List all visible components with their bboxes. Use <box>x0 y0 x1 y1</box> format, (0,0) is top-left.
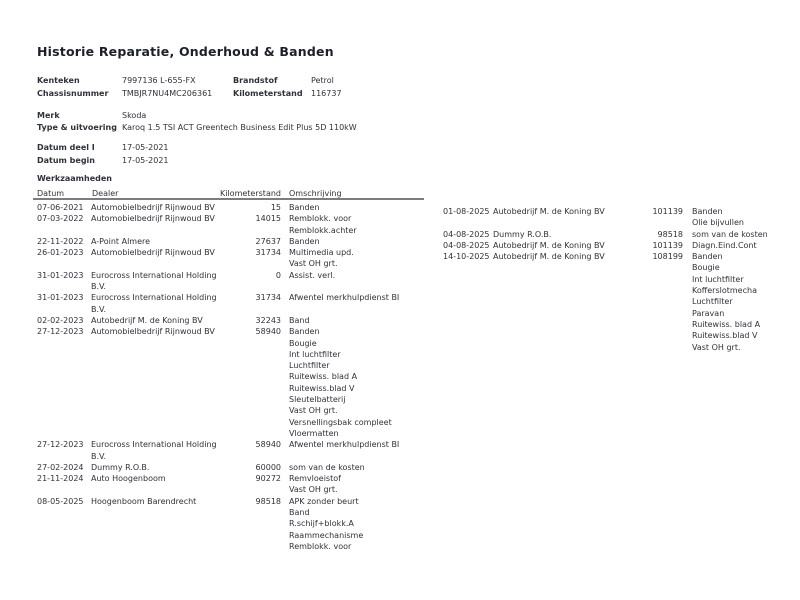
work-row-description-line: Int luchtfilter <box>289 349 341 359</box>
work-row-dealer: Eurocross International Holding B.V. <box>91 270 217 292</box>
work-row-date: 27-12-2023 <box>37 327 84 337</box>
work-row-kilometerstand: 98518 <box>255 496 281 506</box>
work-row-dealer: Autobedrijf M. de Koning BV <box>493 207 605 216</box>
work-row-dealer: Automobielbedrijf Rijnwoud BV <box>91 214 215 224</box>
info-label-merk: Merk <box>37 111 60 120</box>
info-value-chassisnummer: TMBJR7NU4MC206361 <box>122 89 213 98</box>
work-row-kilometerstand: 31734 <box>255 293 281 303</box>
work-row-dealer: Autobedrijf M. de Koning BV <box>91 315 203 325</box>
work-row-description-line: Luchtfilter <box>289 361 330 371</box>
work-row <box>33 213 424 236</box>
column-header-kilometerstand: Kilometerstand <box>219 189 281 198</box>
work-row-dealer: Automobielbedrijf Rijnwoud BV <box>91 248 215 258</box>
work-row-kilometerstand: 58940 <box>255 327 281 337</box>
column-header-datum: Datum <box>37 189 65 198</box>
work-row-date: 27-02-2024 <box>37 462 84 472</box>
work-row-description-line: Kofferslotmecha <box>692 286 757 296</box>
info-value-merk: Skoda <box>122 111 147 120</box>
work-row-date: 07-03-2022 <box>37 214 84 224</box>
work-row <box>33 270 424 293</box>
work-row-description-line: Vast OH grt. <box>289 259 338 269</box>
work-row <box>439 240 757 251</box>
work-row <box>33 439 424 462</box>
work-row-descriptions <box>281 326 424 439</box>
work-row-description-line: Ruitewiss. blad A <box>692 319 761 329</box>
work-row <box>33 247 424 270</box>
column-header-omschrijving: Omschrijving <box>289 189 342 198</box>
work-row-date: 01-08-2025 <box>443 207 490 216</box>
work-row-dealer: Autobedrijf M. de Koning BV <box>493 240 605 250</box>
work-row-description-line: Band <box>289 315 310 325</box>
info-value-kilometerstand: 116737 <box>311 89 342 98</box>
work-row-description-line: Banden <box>289 203 320 212</box>
work-row-description-line: Bougie <box>289 338 317 348</box>
info-value-brandstof: Petrol <box>311 76 334 85</box>
work-row-description-line: Banden <box>289 327 320 337</box>
work-row-description-line: Luchtfilter <box>692 297 733 307</box>
work-row-date: 27-12-2023 <box>37 440 84 450</box>
work-row-description-line: som van de kosten <box>289 462 365 472</box>
work-row-description-line: Raammechanisme <box>289 530 364 540</box>
work-row-dealer: Hoogenboom Barendrecht <box>91 496 197 506</box>
work-row-kilometerstand: 15 <box>270 203 281 212</box>
work-row-description-line: Ruitewiss. blad A <box>289 372 358 382</box>
work-row-date: 14-10-2025 <box>443 252 490 262</box>
work-row <box>33 236 424 247</box>
work-row-descriptions <box>281 462 424 473</box>
work-row-date: 07-06-2021 <box>37 203 84 212</box>
work-row-date: 31-01-2023 <box>37 270 84 280</box>
work-row-dealer: Autobedrijf M. de Koning BV <box>493 252 605 262</box>
work-row-descriptions <box>281 270 424 281</box>
work-row-description-line: Versnellingsbak compleet <box>289 417 392 427</box>
work-row <box>33 326 424 439</box>
info-value-datum-deel-1: 17-05-2021 <box>122 143 169 152</box>
work-row-descriptions <box>281 496 424 552</box>
work-row-description-line: Multimedia upd. <box>289 248 354 258</box>
work-row-kilometerstand: 101139 <box>652 240 683 250</box>
work-row-description-line: Remblokk. voor <box>289 214 352 224</box>
info-label-kilometerstand: Kilometerstand <box>233 89 303 98</box>
work-row-descriptions <box>281 439 424 450</box>
work-row-kilometerstand: 14015 <box>255 214 281 224</box>
info-label-datum-deel-1: Datum deel I <box>37 143 95 152</box>
work-row-dealer: Automobielbedrijf Rijnwoud BV <box>91 203 215 212</box>
work-row-description-line: Ruitewiss.blad V <box>289 383 355 393</box>
work-row-date: 22-11-2022 <box>37 236 84 246</box>
work-row-descriptions <box>281 473 424 496</box>
work-table-right-column <box>439 206 768 353</box>
work-row <box>439 251 761 353</box>
work-row-kilometerstand: 27637 <box>255 236 281 246</box>
work-row <box>439 229 768 240</box>
work-row-dealer: Auto Hoogenboom <box>91 474 166 484</box>
work-row-descriptions <box>281 247 424 270</box>
work-row-description-line: APK zonder beurt <box>289 496 359 506</box>
work-row-description-line: Remvloeistof <box>289 474 341 484</box>
work-row <box>33 292 424 315</box>
work-row-date: 04-08-2025 <box>443 229 490 239</box>
work-row-dealer: Automobielbedrijf Rijnwoud BV <box>91 327 215 337</box>
work-row-descriptions <box>281 213 424 236</box>
work-row <box>33 496 424 552</box>
work-row-descriptions <box>683 206 800 229</box>
work-row-date: 31-01-2023 <box>37 293 84 303</box>
work-row-descriptions <box>683 229 800 240</box>
work-table-left-column <box>33 202 424 552</box>
work-row-description-line: Banden <box>289 236 320 246</box>
work-row-description-line: som van de kosten <box>692 229 768 239</box>
work-row-description-line: Vast OH grt. <box>289 406 338 416</box>
work-row-kilometerstand: 90272 <box>255 474 281 484</box>
work-row-description-line: Band <box>289 508 310 518</box>
info-label-chassisnummer: Chassisnummer <box>37 89 109 98</box>
work-row-date: 21-11-2024 <box>37 474 84 484</box>
work-row-description-line: R.schijf+blokk.A <box>289 519 354 529</box>
work-row-description-line: Int luchtfilter <box>692 274 744 284</box>
work-row-dealer: Eurocross International Holding B.V. <box>91 440 217 461</box>
work-row-description-line: Vloermatten <box>289 428 339 438</box>
work-row-descriptions <box>683 251 800 353</box>
info-value-datum-begin: 17-05-2021 <box>122 156 169 165</box>
work-row-descriptions <box>281 292 424 303</box>
work-row-description-line: Diagn.Eind.Cont <box>692 240 757 250</box>
work-row-description-line: Vast OH grt. <box>289 485 338 495</box>
work-row-dealer: Dummy R.O.B. <box>91 462 150 472</box>
info-label-brandstof: Brandstof <box>233 76 278 85</box>
work-row-description-line: Olie bijvullen <box>692 218 744 228</box>
work-row-description-line: Afwentel merkhulpdienst BI <box>289 440 400 450</box>
work-row-description-line: Banden <box>692 252 723 262</box>
info-label-datum-begin: Datum begin <box>37 156 95 165</box>
column-header-dealer: Dealer <box>92 189 119 198</box>
work-row-description-line: Remblokk. voor <box>289 541 352 551</box>
work-row-kilometerstand: 32243 <box>255 315 281 325</box>
work-row-description-line: Sleutelbatterij <box>289 395 346 405</box>
work-row-description-line: Ruitewiss.blad V <box>692 331 758 341</box>
section-title-werkzaamheden: Werkzaamheden <box>37 174 112 183</box>
work-row-date: 08-05-2025 <box>37 496 84 506</box>
work-row <box>33 462 424 473</box>
info-label-kenteken: Kenteken <box>37 76 80 85</box>
work-row-descriptions <box>281 202 424 213</box>
work-row-date: 02-02-2023 <box>37 315 84 325</box>
info-value-type-uitvoering: Karoq 1.5 TSI ACT Greentech Business Edit Plus 5D 110kW <box>122 123 357 132</box>
work-row <box>33 315 424 326</box>
work-row-description-line: Afwentel merkhulpdienst BI <box>289 293 400 303</box>
work-row-description-line: Bougie <box>692 263 720 273</box>
work-row-kilometerstand: 0 <box>275 270 281 280</box>
work-row-dealer: Eurocross International Holding B.V. <box>91 293 217 314</box>
work-row <box>33 202 424 213</box>
work-row <box>33 473 424 496</box>
table-header-divider <box>33 198 424 200</box>
info-label-type-uitvoering: Type & uitvoering <box>37 123 117 132</box>
work-row-description-line: Assist. verl. <box>289 270 336 280</box>
work-row-dealer: Dummy R.O.B. <box>493 229 552 239</box>
work-row-kilometerstand: 60000 <box>255 462 281 472</box>
work-row-date: 26-01-2023 <box>37 248 84 258</box>
work-row-kilometerstand: 108199 <box>652 252 683 262</box>
work-row-kilometerstand: 58940 <box>255 440 281 450</box>
work-row-descriptions <box>683 240 800 251</box>
page-title: Historie Reparatie, Onderhoud & Banden <box>37 44 334 59</box>
work-row-kilometerstand: 98518 <box>657 229 683 239</box>
work-row <box>439 206 744 229</box>
work-row-kilometerstand: 31734 <box>255 248 281 258</box>
info-value-kenteken: 7997136 L-655-FX <box>122 76 196 85</box>
work-row-descriptions <box>281 315 424 326</box>
work-row-description-line: Remblokk.achter <box>289 225 357 235</box>
work-row-descriptions <box>281 236 424 247</box>
work-row-date: 04-08-2025 <box>443 240 490 250</box>
work-row-description-line: Paravan <box>692 308 725 318</box>
work-row-kilometerstand: 101139 <box>652 207 683 216</box>
work-row-dealer: A-Point Almere <box>91 236 151 246</box>
work-row-description-line: Banden <box>692 207 723 216</box>
work-row-description-line: Vast OH grt. <box>692 342 741 352</box>
